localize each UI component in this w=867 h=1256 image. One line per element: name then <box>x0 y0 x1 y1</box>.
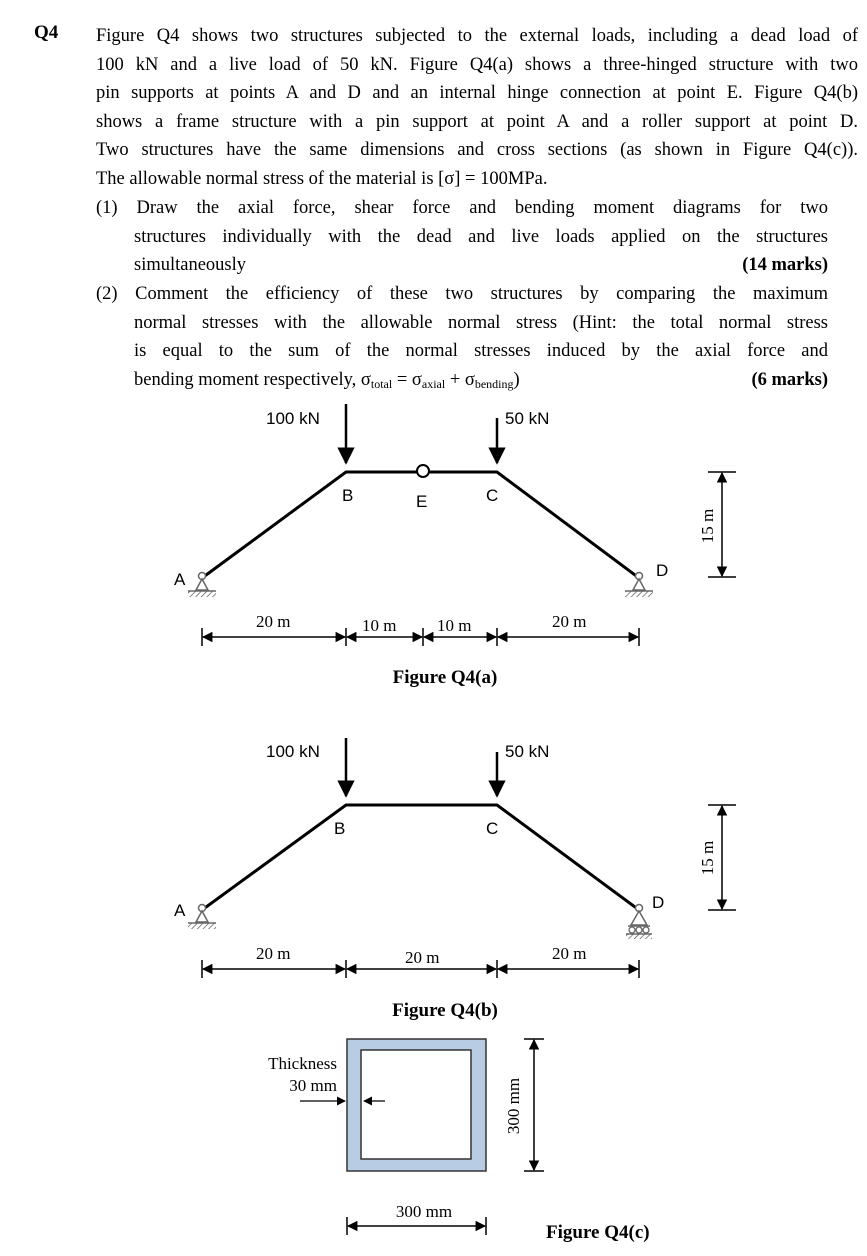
box-section-inner <box>361 1050 471 1159</box>
intro-line: 100 kN and a live load of 50 kN. Figure Q4(a) shows a three-hinged structure with two <box>96 54 858 75</box>
load-label-dead: 100 kN <box>266 742 320 761</box>
label-b: B <box>342 486 354 505</box>
intro-line: The allowable normal stress of the material is [σ] = 100MPa. <box>96 168 548 189</box>
intro-line: Two structures have the same dimensions and cross sections (as shown in Figure Q4(c)). <box>96 140 858 161</box>
part2-line: normal stresses with the allowable normal stress (Hint: the total normal stress <box>134 312 828 333</box>
label-c: C <box>486 819 499 838</box>
load-label-live: 50 kN <box>505 742 550 761</box>
section-width-label: 300 mm <box>395 1202 453 1221</box>
intro-line: pin supports at points A and D and an internal hinge connection at point E. Figure Q4(b) <box>96 83 858 104</box>
part2-marks: (6 marks) <box>751 369 828 390</box>
caption-q4a: Figure Q4(a) <box>392 667 498 688</box>
load-label-dead: 100 kN <box>266 409 320 428</box>
dim-b-height: 15 m <box>698 840 717 876</box>
figure-q4b <box>174 738 736 1021</box>
stress-formula: bending moment respectively, $\sigma_{total} = \sigma_{axial} + \sigma_{bending}$) <box>134 369 520 391</box>
hinge-e <box>417 465 429 477</box>
question-number: Q4 <box>34 22 59 43</box>
frame-a-members-right <box>426 472 639 578</box>
pin-support-a <box>188 905 216 930</box>
pin-support-d <box>625 573 653 598</box>
dim-a-height: 15 m <box>698 508 717 544</box>
label-c: C <box>486 486 499 505</box>
part1-line: (1) Draw the axial force, shear force and bending moment diagrams for two <box>96 198 828 218</box>
intro-line: Figure Q4 shows two structures subjected to the external loads, including a dead load of <box>96 26 858 46</box>
label-e: E <box>416 492 428 511</box>
roller-support-d <box>626 905 652 940</box>
dim-b-1: 20 m <box>256 944 291 963</box>
label-d: D <box>656 561 669 580</box>
label-d: D <box>652 893 665 912</box>
dim-a-2: 10 m <box>362 616 397 635</box>
dim-a-1: 20 m <box>256 612 291 631</box>
frame-b-members <box>202 805 639 910</box>
dim-a-4: 20 m <box>552 612 587 631</box>
caption-q4b: Figure Q4(b) <box>392 1000 498 1021</box>
dim-b-3: 20 m <box>552 944 587 963</box>
thickness-value: 30 mm <box>289 1076 337 1095</box>
section-height-dimension <box>524 1039 544 1171</box>
dim-b-2: 20 m <box>405 948 440 967</box>
figure-q4c <box>268 1039 650 1243</box>
frame-a-members <box>202 472 419 578</box>
part1-marks: (14 marks) <box>742 255 828 276</box>
part1-line: simultaneously <box>134 255 247 276</box>
label-a: A <box>174 901 186 920</box>
dim-a-3: 10 m <box>437 616 472 635</box>
load-label-live: 50 kN <box>505 409 550 428</box>
part1-line: structures individually with the dead and live loads applied on the structures <box>134 226 828 247</box>
section-height-label: 300 mm <box>504 1077 523 1135</box>
pin-support-a <box>188 573 216 598</box>
thickness-label: Thickness <box>268 1054 337 1073</box>
label-a: A <box>174 570 186 589</box>
part2-line: is equal to the sum of the normal stresses induced by the axial force and <box>134 341 828 362</box>
caption-q4c: Figure Q4(c) <box>546 1222 650 1243</box>
part2-line: (2) Comment the efficiency of these two structures by comparing the maximum <box>96 284 828 304</box>
figure-q4a <box>174 404 736 688</box>
label-b: B <box>334 819 346 838</box>
intro-line: shows a frame structure with a pin support at point A and a roller support at point D. <box>96 111 858 132</box>
